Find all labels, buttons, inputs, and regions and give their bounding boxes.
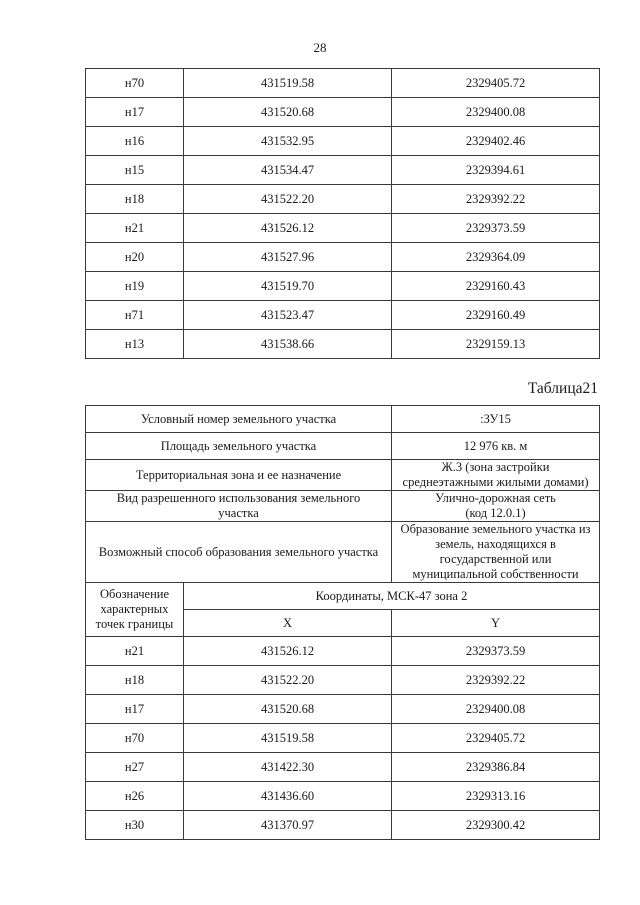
y-coordinate-cell: 2329392.22 xyxy=(392,185,600,214)
table-row xyxy=(86,695,600,724)
table-row xyxy=(86,724,600,753)
y-coordinate-cell: 2329394.61 xyxy=(392,156,600,185)
info-label: Возможный способ образования земельного участка xyxy=(86,522,392,583)
info-row xyxy=(86,460,600,491)
x-coordinate-cell: 431519.70 xyxy=(184,272,392,301)
y-coordinate-cell: 2329373.59 xyxy=(392,637,600,666)
y-coordinate-cell: 2329405.72 xyxy=(392,69,600,98)
info-label: Условный номер земельного участка xyxy=(86,406,392,433)
y-coordinate-cell: 2329400.08 xyxy=(392,695,600,724)
point-column-header: Обозначение характерных точек границы xyxy=(86,583,184,637)
table-row xyxy=(86,782,600,811)
point-name-cell: н16 xyxy=(86,127,184,156)
y-coordinate-cell: 2329159.13 xyxy=(392,330,600,359)
x-coordinate-cell: 431519.58 xyxy=(184,724,392,753)
x-coordinate-cell: 431520.68 xyxy=(184,695,392,724)
info-value: Образование земельного участка из земель, находящихся в государственной или муниципальной собственности xyxy=(392,522,600,583)
y-coordinate-cell: 2329300.42 xyxy=(392,811,600,840)
point-name-cell: н30 xyxy=(86,811,184,840)
y-coordinate-cell: 2329160.43 xyxy=(392,272,600,301)
table-row xyxy=(86,185,600,214)
table-row xyxy=(86,69,600,98)
y-coordinate-cell: 2329400.08 xyxy=(392,98,600,127)
point-name-cell: н17 xyxy=(86,695,184,724)
point-name-cell: н13 xyxy=(86,330,184,359)
x-coordinate-cell: 431526.12 xyxy=(184,214,392,243)
point-name-cell: н70 xyxy=(86,69,184,98)
table-row xyxy=(86,98,600,127)
info-row xyxy=(86,433,600,460)
x-coordinate-cell: 431522.20 xyxy=(184,666,392,695)
x-coordinate-cell: 431520.68 xyxy=(184,98,392,127)
point-name-cell: н17 xyxy=(86,98,184,127)
point-name-cell: н26 xyxy=(86,782,184,811)
x-coordinate-cell: 431534.47 xyxy=(184,156,392,185)
coords-system-header: Координаты, МСК-47 зона 2 xyxy=(184,583,600,610)
y-coordinate-cell: 2329373.59 xyxy=(392,214,600,243)
table-row xyxy=(86,127,600,156)
info-label: Площадь земельного участка xyxy=(86,433,392,460)
table-row xyxy=(86,272,600,301)
coords-header-row xyxy=(86,583,600,610)
x-column-header: X xyxy=(184,610,392,637)
table-caption: Таблица21 xyxy=(527,380,598,397)
info-value: 12 976 кв. м xyxy=(392,433,600,460)
x-coordinate-cell: 431522.20 xyxy=(184,185,392,214)
x-coordinate-cell: 431523.47 xyxy=(184,301,392,330)
info-value: :ЗУ15 xyxy=(392,406,600,433)
point-name-cell: н21 xyxy=(86,637,184,666)
y-coordinate-cell: 2329386.84 xyxy=(392,753,600,782)
info-row xyxy=(86,406,600,433)
table-row xyxy=(86,243,600,272)
table-row xyxy=(86,666,600,695)
x-coordinate-cell: 431370.97 xyxy=(184,811,392,840)
table-row xyxy=(86,156,600,185)
info-label: Территориальная зона и ее назначение xyxy=(86,460,392,491)
point-name-cell: н21 xyxy=(86,214,184,243)
table-row xyxy=(86,214,600,243)
point-name-cell: н18 xyxy=(86,185,184,214)
point-name-cell: н15 xyxy=(86,156,184,185)
coordinates-table-continued xyxy=(85,68,600,359)
table-row xyxy=(86,753,600,782)
y-coordinate-cell: 2329364.09 xyxy=(392,243,600,272)
point-name-cell: н71 xyxy=(86,301,184,330)
x-coordinate-cell: 431538.66 xyxy=(184,330,392,359)
point-name-cell: н18 xyxy=(86,666,184,695)
table-row xyxy=(86,301,600,330)
info-row xyxy=(86,522,600,583)
x-coordinate-cell: 431436.60 xyxy=(184,782,392,811)
point-name-cell: н20 xyxy=(86,243,184,272)
table-row xyxy=(86,637,600,666)
y-coordinate-cell: 2329160.49 xyxy=(392,301,600,330)
y-coordinate-cell: 2329402.46 xyxy=(392,127,600,156)
point-name-cell: н19 xyxy=(86,272,184,301)
y-coordinate-cell: 2329405.72 xyxy=(392,724,600,753)
point-name-cell: н27 xyxy=(86,753,184,782)
parcel-table xyxy=(85,405,600,840)
x-coordinate-cell: 431422.30 xyxy=(184,753,392,782)
page-number: 28 xyxy=(313,40,327,55)
info-value: Улично-дорожная сеть (код 12.0.1) xyxy=(392,491,600,522)
x-coordinate-cell: 431519.58 xyxy=(184,69,392,98)
table-row xyxy=(86,330,600,359)
table-row xyxy=(86,811,600,840)
y-coordinate-cell: 2329313.16 xyxy=(392,782,600,811)
point-name-cell: н70 xyxy=(86,724,184,753)
info-label: Вид разрешенного использования земельного участка xyxy=(86,491,392,522)
info-row xyxy=(86,491,600,522)
x-coordinate-cell: 431532.95 xyxy=(184,127,392,156)
x-coordinate-cell: 431527.96 xyxy=(184,243,392,272)
x-coordinate-cell: 431526.12 xyxy=(184,637,392,666)
y-coordinate-cell: 2329392.22 xyxy=(392,666,600,695)
info-value: Ж.3 (зона застройки среднеэтажными жилыми домами) xyxy=(392,460,600,491)
y-column-header: Y xyxy=(392,610,600,637)
